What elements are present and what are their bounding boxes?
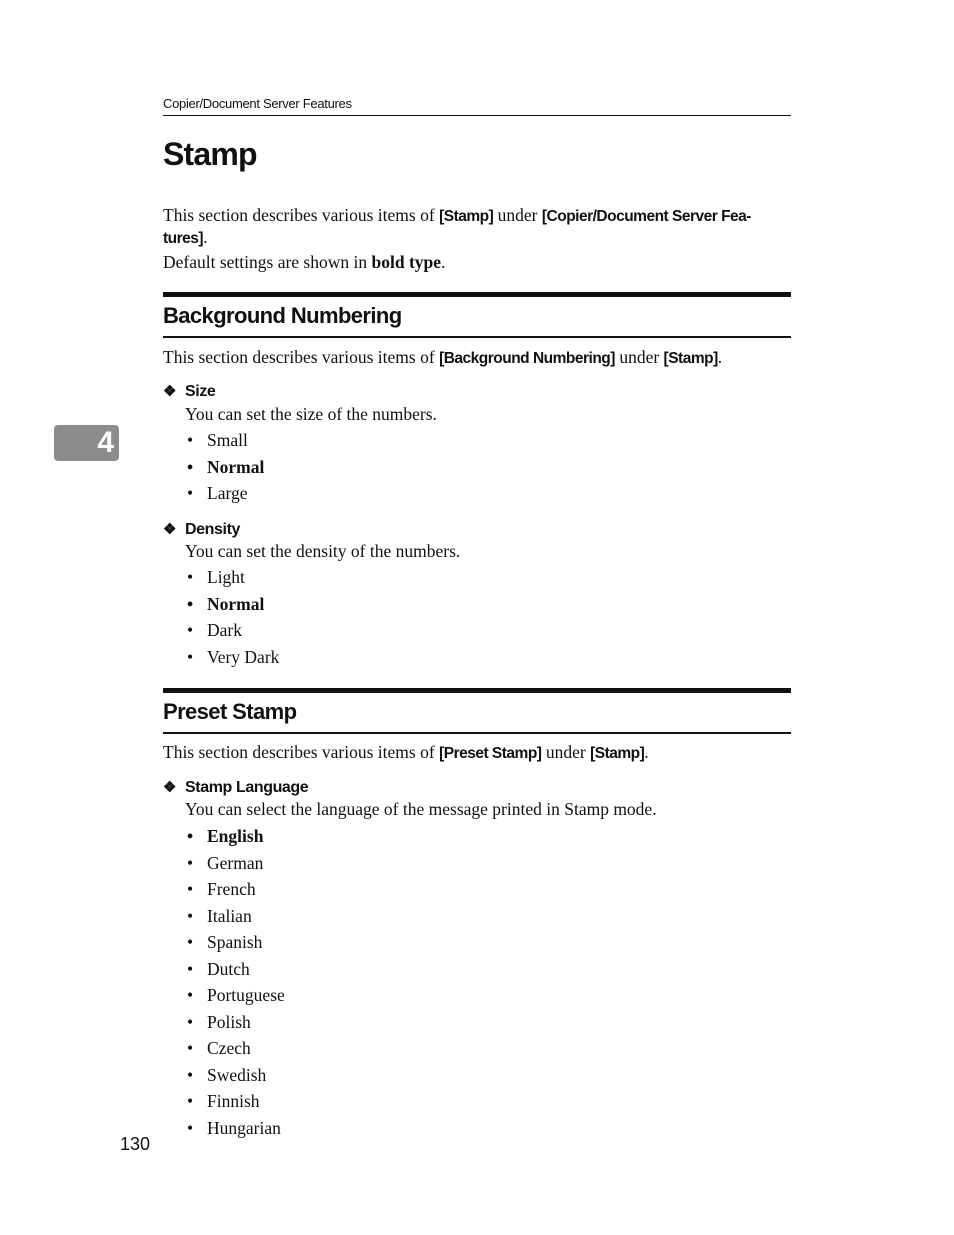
- page-title: Stamp: [163, 136, 257, 172]
- section-description: [163, 742, 791, 764]
- defaults-text: Default settings are shown in: [163, 252, 372, 272]
- list-item: • Finnish: [185, 1088, 285, 1115]
- menu-ref: [Background Numbering]: [439, 350, 615, 367]
- list-item: • Spanish: [185, 929, 285, 956]
- desc-under: under: [541, 742, 591, 762]
- desc-period: .: [644, 742, 649, 762]
- list-item: • French: [185, 876, 285, 903]
- menu-ref: [Stamp]: [590, 745, 645, 762]
- menu-ref: [Preset Stamp]: [439, 745, 542, 762]
- item-title-size: [163, 382, 215, 401]
- section-header-background-numbering: [163, 292, 791, 338]
- list-item: • Czech: [185, 1035, 285, 1062]
- list-item-default: • Normal: [185, 591, 279, 618]
- list-item: • Portuguese: [185, 982, 285, 1009]
- page-number: 130: [120, 1134, 151, 1154]
- list-item: • Hungarian: [185, 1115, 285, 1142]
- list-item: • Very Dark: [185, 644, 279, 671]
- diamond-bullet-icon: ❖: [163, 779, 177, 796]
- desc-period: .: [717, 347, 723, 367]
- defaults-note: [163, 252, 791, 272]
- copier-menu-ref: [Copier/Document Server Fea-tures]: [163, 208, 751, 247]
- section-header-preset-stamp: [163, 688, 791, 734]
- intro-period: .: [203, 227, 208, 247]
- menu-ref: [Stamp]: [663, 350, 718, 367]
- item-title-stamp-language: [163, 778, 308, 797]
- bold-type-example: bold type: [371, 252, 442, 272]
- intro-text-under: under: [493, 205, 542, 225]
- list-item: • German: [185, 850, 285, 877]
- diamond-bullet-icon: ❖: [163, 521, 177, 538]
- list-item-default: • Normal: [185, 454, 264, 481]
- list-item: • Italian: [185, 903, 285, 930]
- running-header: Copier/Document Server Features: [163, 96, 791, 116]
- list-item-default: • English: [185, 823, 285, 850]
- list-item: • Light: [185, 564, 279, 591]
- option-list-size: [185, 427, 264, 507]
- defaults-period: .: [441, 252, 446, 272]
- desc-text: This section describes various items of: [163, 347, 440, 367]
- item-title-density: [163, 520, 240, 539]
- item-name: Density: [185, 521, 240, 538]
- intro-text: This section describes various items of: [163, 205, 440, 225]
- chapter-tab: [54, 425, 119, 461]
- list-item: • Small: [185, 427, 264, 454]
- item-description: You can set the size of the numbers.: [185, 404, 437, 424]
- diamond-bullet-icon: ❖: [163, 383, 177, 400]
- list-item: • Dark: [185, 617, 279, 644]
- list-item: • Dutch: [185, 956, 285, 983]
- intro-paragraph: [163, 205, 791, 249]
- option-list-stamp-language: [185, 823, 285, 1141]
- item-description: You can set the density of the numbers.: [185, 541, 461, 561]
- item-name: Stamp Language: [185, 779, 309, 796]
- item-name: Size: [185, 383, 216, 400]
- stamp-menu-ref: [Stamp]: [439, 208, 494, 225]
- list-item: • Large: [185, 480, 264, 507]
- list-item: • Swedish: [185, 1062, 285, 1089]
- list-item: • Polish: [185, 1009, 285, 1036]
- section-title: Background Numbering: [163, 303, 402, 328]
- desc-under: under: [614, 347, 664, 367]
- section-title: Preset Stamp: [163, 699, 297, 724]
- option-list-density: [185, 564, 279, 670]
- section-description: [163, 347, 791, 369]
- chapter-number: 4: [97, 426, 114, 459]
- desc-text: This section describes various items of: [163, 742, 440, 762]
- item-description: You can select the language of the message printed in Stamp mode.: [185, 799, 657, 819]
